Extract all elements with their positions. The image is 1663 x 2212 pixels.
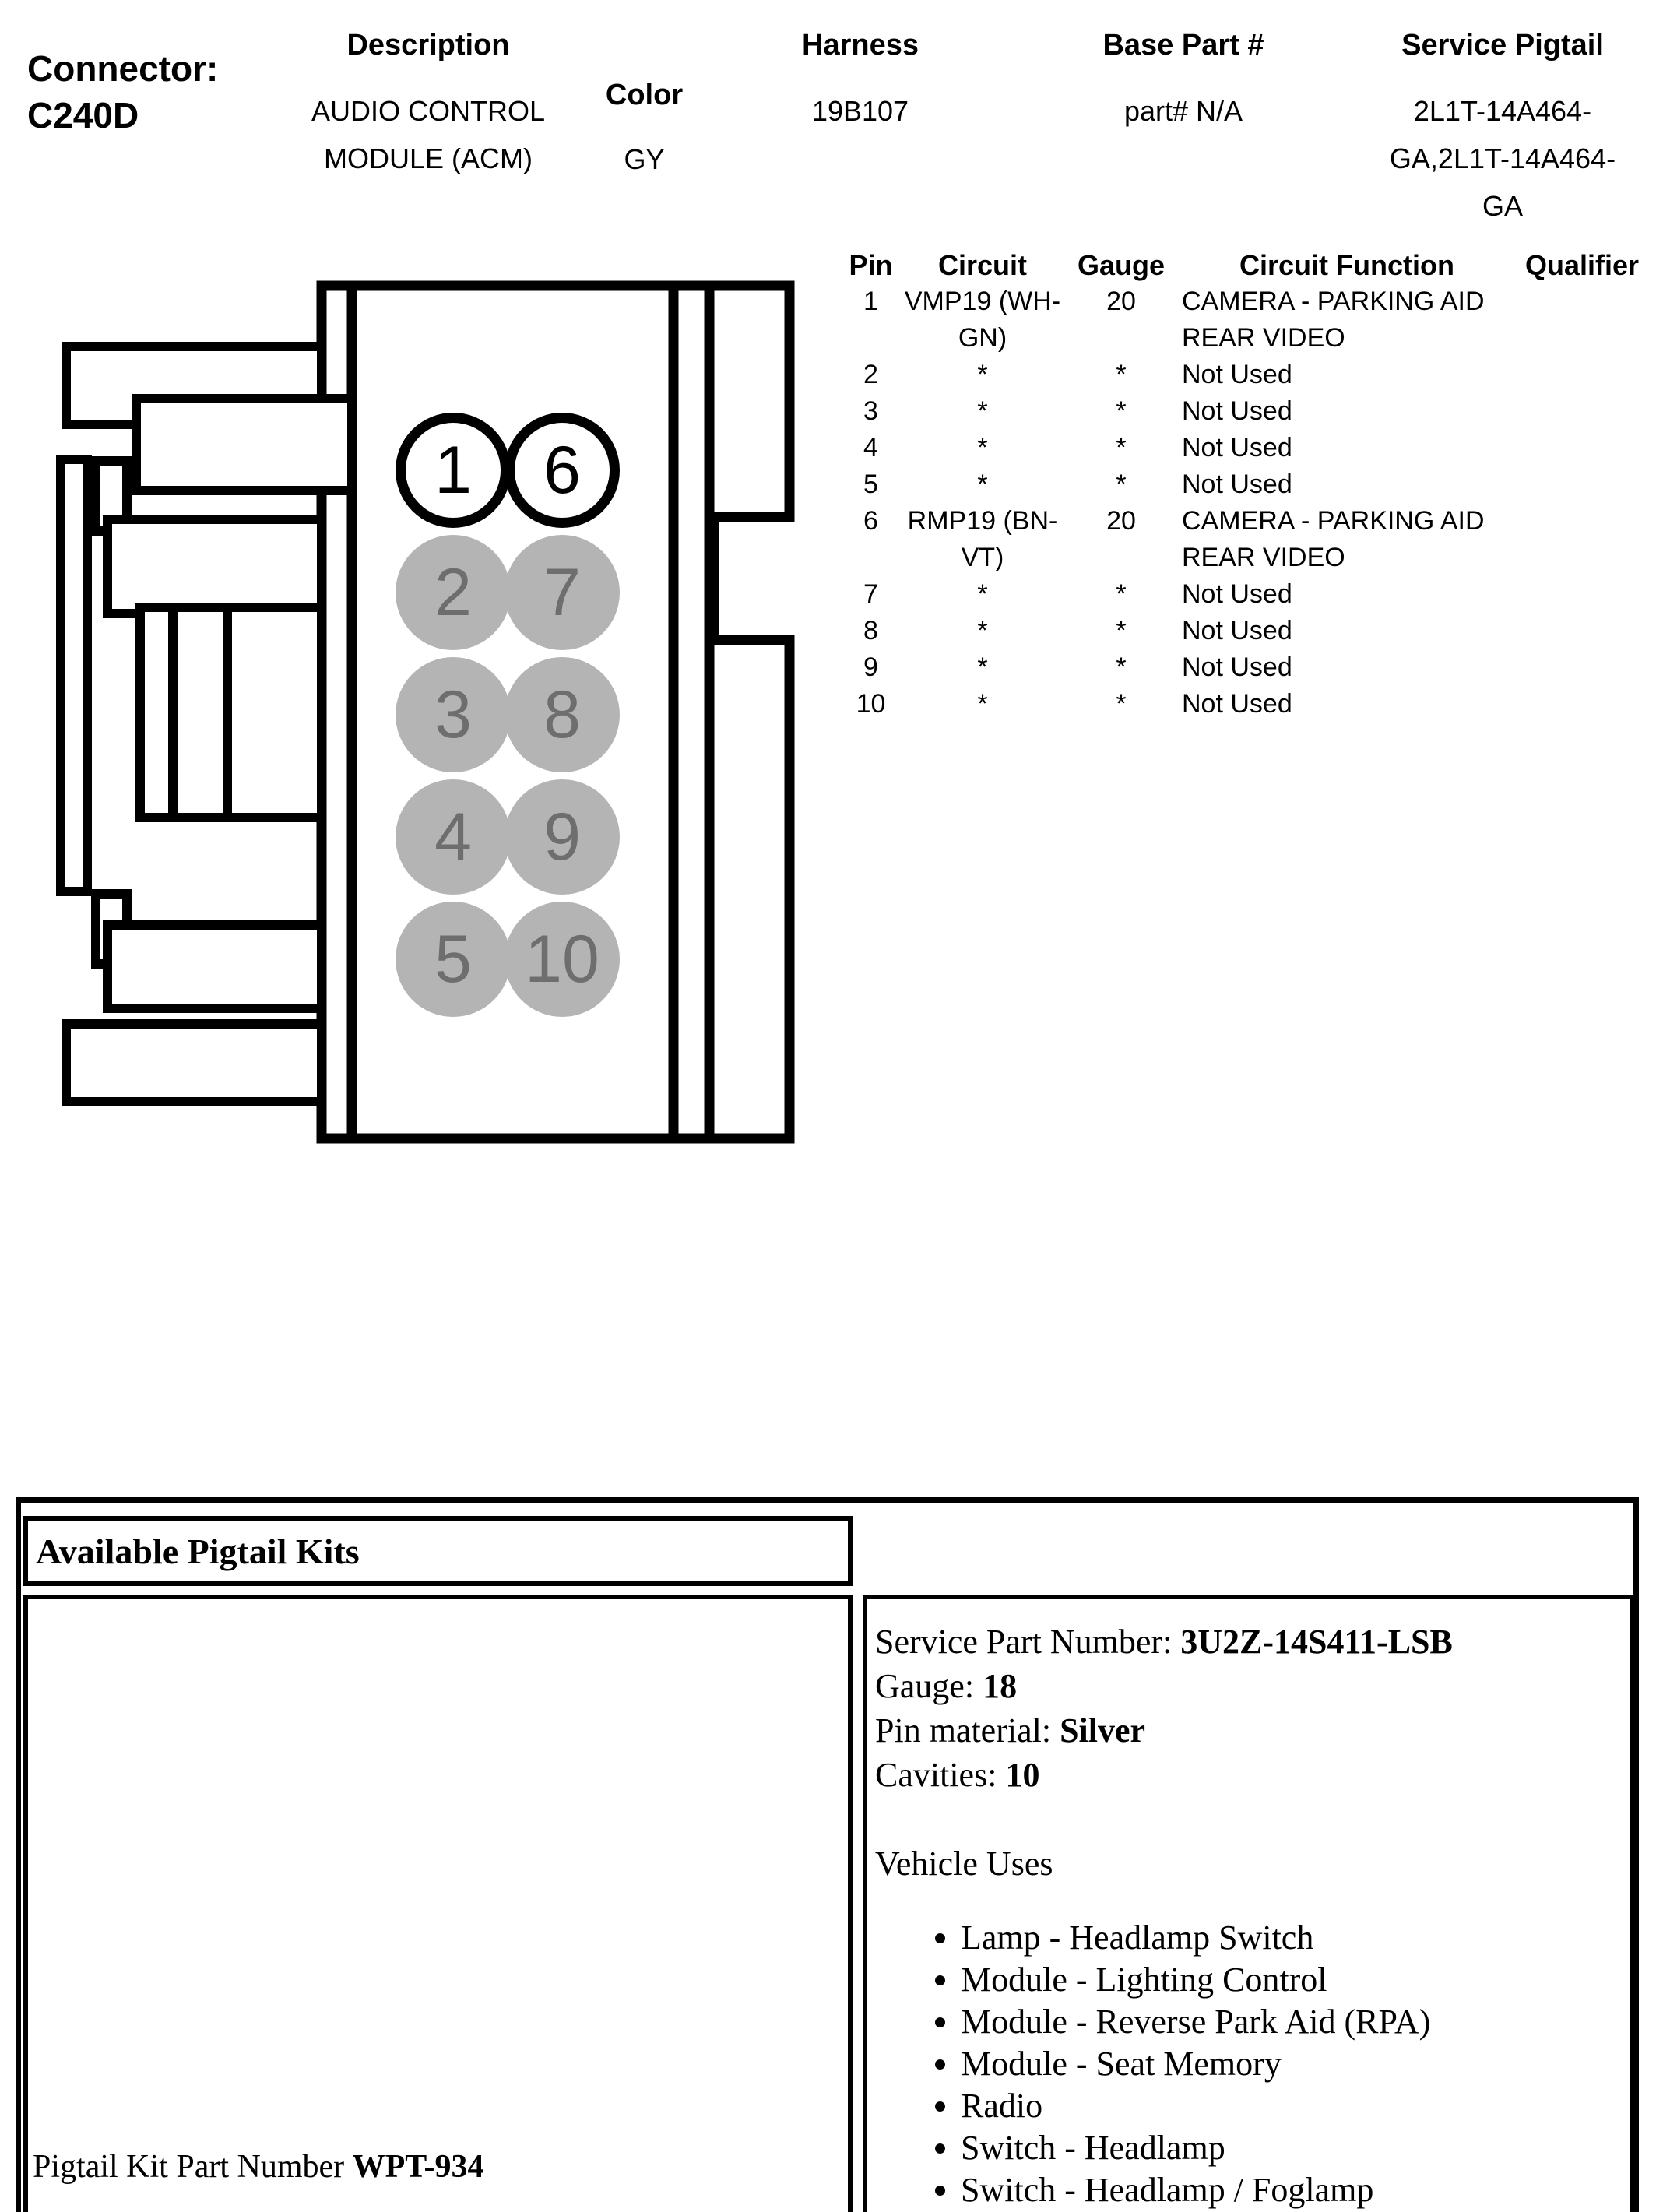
header-circuit: Circuit bbox=[937, 249, 1027, 281]
pin-10: 10 bbox=[505, 902, 620, 1017]
list-item: • Switch - Headlamp / Foglamp bbox=[961, 2169, 1630, 2211]
column-service-pigtail bbox=[1351, 28, 1654, 230]
list-item: • Switch - Headlamp bbox=[961, 2127, 1630, 2169]
table-row: 2 * * Not Used bbox=[863, 360, 1292, 389]
connector-title-label: Connector: bbox=[27, 48, 219, 89]
list-item: • Module - Lighting Control bbox=[961, 1959, 1630, 2001]
pin-9: 9 bbox=[505, 779, 620, 895]
table-row: 6 RMP19 (BN- VT) 20 CAMERA - PARKING AID REAR VIDEO bbox=[863, 506, 1485, 572]
connector-id: C240D bbox=[27, 95, 139, 135]
pin-4: 4 bbox=[396, 779, 511, 895]
pin-3: 3 bbox=[396, 657, 511, 772]
pin-table-header bbox=[845, 247, 1647, 283]
color-header: Color bbox=[605, 79, 684, 111]
pin-8: 8 bbox=[505, 657, 620, 772]
table-row: 7 * * Not Used bbox=[863, 579, 1292, 609]
harness-value: 19B107 bbox=[811, 95, 909, 127]
vehicle-uses-title: Vehicle Uses bbox=[875, 1845, 1053, 1883]
gauge-line: Gauge: 18 bbox=[875, 1667, 1018, 1705]
table-row: 5 * * Not Used bbox=[863, 469, 1292, 499]
pin-1: 1 bbox=[396, 413, 511, 528]
pin-2: 2 bbox=[396, 535, 511, 650]
service-part-number-line: Service Part Number: 3U2Z-14S411-LSB bbox=[875, 1623, 1453, 1661]
header-pin: Pin bbox=[849, 249, 893, 281]
base-part-header: Base Part # bbox=[1102, 29, 1264, 62]
table-row: 9 * * Not Used bbox=[863, 652, 1292, 682]
connector-title bbox=[27, 45, 218, 139]
table-row: 10 * * Not Used bbox=[856, 689, 1292, 719]
list-item: • Module - Seat Memory bbox=[961, 2043, 1630, 2085]
base-part-value: part# N/A bbox=[1123, 95, 1243, 127]
service-part-cell bbox=[863, 1595, 1635, 2212]
column-description bbox=[288, 28, 568, 182]
table-row: 3 * * Not Used bbox=[863, 396, 1292, 426]
connector-diagram bbox=[23, 257, 856, 1246]
pigtail-kit-part-number: Pigtail Kit Part Number WPT-934 bbox=[33, 2149, 484, 2185]
vehicle-uses-list bbox=[875, 1917, 1630, 2211]
table-row: 1 VMP19 (WH- GN) 20 CAMERA - PARKING AID REAR VIDEO bbox=[863, 287, 1485, 353]
description-value: AUDIO CONTROL MODULE (ACM) bbox=[311, 95, 546, 174]
pigtail-kit-cell bbox=[23, 1595, 853, 2212]
color-value: GY bbox=[624, 143, 665, 175]
harness-header: Harness bbox=[802, 29, 919, 62]
pin-material-line: Pin material: Silver bbox=[875, 1711, 1146, 1750]
header-gauge: Gauge bbox=[1077, 249, 1166, 281]
column-harness bbox=[775, 28, 946, 135]
table-row: 4 * * Not Used bbox=[863, 433, 1292, 462]
service-pigtail-value: 2L1T-14A464- GA,2L1T-14A464- GA bbox=[1389, 95, 1616, 222]
header-qualifier: Qualifier bbox=[1524, 249, 1640, 281]
column-base-part bbox=[1086, 28, 1281, 135]
description-header: Description bbox=[346, 29, 510, 62]
cavities-line: Cavities: 10 bbox=[875, 1756, 1040, 1794]
column-color bbox=[588, 78, 701, 183]
available-pigtail-kits-header: Available Pigtail Kits bbox=[23, 1516, 853, 1586]
pin-table bbox=[845, 247, 1647, 723]
table-row: 8 * * Not Used bbox=[863, 616, 1292, 645]
list-item: • Lamp - Headlamp Switch bbox=[961, 1917, 1630, 1959]
list-item: • Radio bbox=[961, 2085, 1630, 2127]
pin-7: 7 bbox=[505, 535, 620, 650]
service-pigtail-header: Service Pigtail bbox=[1401, 29, 1604, 62]
pin-6: 6 bbox=[505, 413, 620, 528]
pin-5: 5 bbox=[396, 902, 511, 1017]
header-function: Circuit Function bbox=[1239, 249, 1454, 281]
list-item: • Module - Reverse Park Aid (RPA) bbox=[961, 2001, 1630, 2043]
